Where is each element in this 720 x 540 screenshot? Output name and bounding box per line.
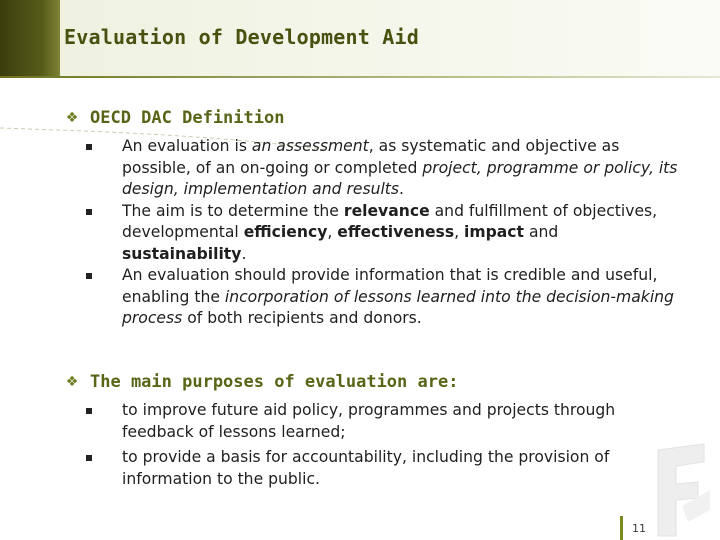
bullet-item xyxy=(86,201,682,266)
bullet-item xyxy=(86,400,682,443)
bullet-text-run: effectiveness xyxy=(337,223,455,241)
bullet-text-run: An evaluation is xyxy=(122,137,252,155)
bullet-item xyxy=(86,136,682,201)
section-header xyxy=(64,108,284,128)
square-bullet-icon xyxy=(86,408,92,414)
bullet-text-run: an assessment xyxy=(251,137,369,155)
bullet-text-run: efficiency xyxy=(243,223,328,241)
section-heading: The main purposes of evaluation are: xyxy=(90,372,459,392)
section-header xyxy=(64,372,458,392)
square-bullet-icon xyxy=(86,209,92,215)
bullet-text-run: project, programme or policy, its design, implementation and results xyxy=(122,158,678,198)
square-bullet-icon xyxy=(86,273,92,279)
slide-title: Evaluation of Development Aid xyxy=(64,25,419,49)
bullet-text-run: sustainability xyxy=(122,244,242,263)
square-bullet-icon xyxy=(86,144,92,150)
page-number-marker xyxy=(620,516,623,540)
logo-watermark xyxy=(648,440,714,540)
bullet-list xyxy=(86,400,682,490)
bullet-text-run: of both recipients and donors. xyxy=(182,309,422,327)
bullet-text-run: relevance xyxy=(343,201,430,220)
section-heading: OECD DAC Definition xyxy=(90,108,285,128)
bullet-item xyxy=(86,447,682,490)
title-divider xyxy=(0,76,720,78)
diamond-bullet-icon: ❖ xyxy=(65,110,79,126)
bullet-list xyxy=(86,136,682,330)
bullet-text-run: to improve future aid policy, programmes and projects through feedback of lessons learned; xyxy=(122,401,616,441)
bullet-text-run: , as systematic and objective as possible, of an on-going or completed xyxy=(122,137,620,177)
page-number: 11 xyxy=(632,522,646,535)
bullet-text-run: , xyxy=(327,223,338,241)
diamond-bullet-icon: ❖ xyxy=(65,374,79,390)
title-accent-block xyxy=(0,0,60,78)
bullet-text-run: , xyxy=(454,223,465,241)
bullet-text-run: impact xyxy=(464,223,525,241)
bullet-text-run: The aim is to determine the xyxy=(122,201,344,220)
bullet-text-run: incorporation of lessons learned into the decision-making process xyxy=(122,287,674,327)
bullet-item xyxy=(86,265,682,330)
bullet-text-run: . xyxy=(399,180,405,198)
bullet-text-run: to provide a basis for accountability, including the provision of information to the public. xyxy=(122,448,610,488)
bullet-text-run: and xyxy=(524,223,559,241)
square-bullet-icon xyxy=(86,455,92,461)
bullet-text-run: . xyxy=(241,244,247,263)
bullet-text-run: and fulfillment of objectives, developmental xyxy=(122,201,658,241)
bullet-text-run: An evaluation should provide information that is credible and useful, enabling the xyxy=(122,266,658,306)
